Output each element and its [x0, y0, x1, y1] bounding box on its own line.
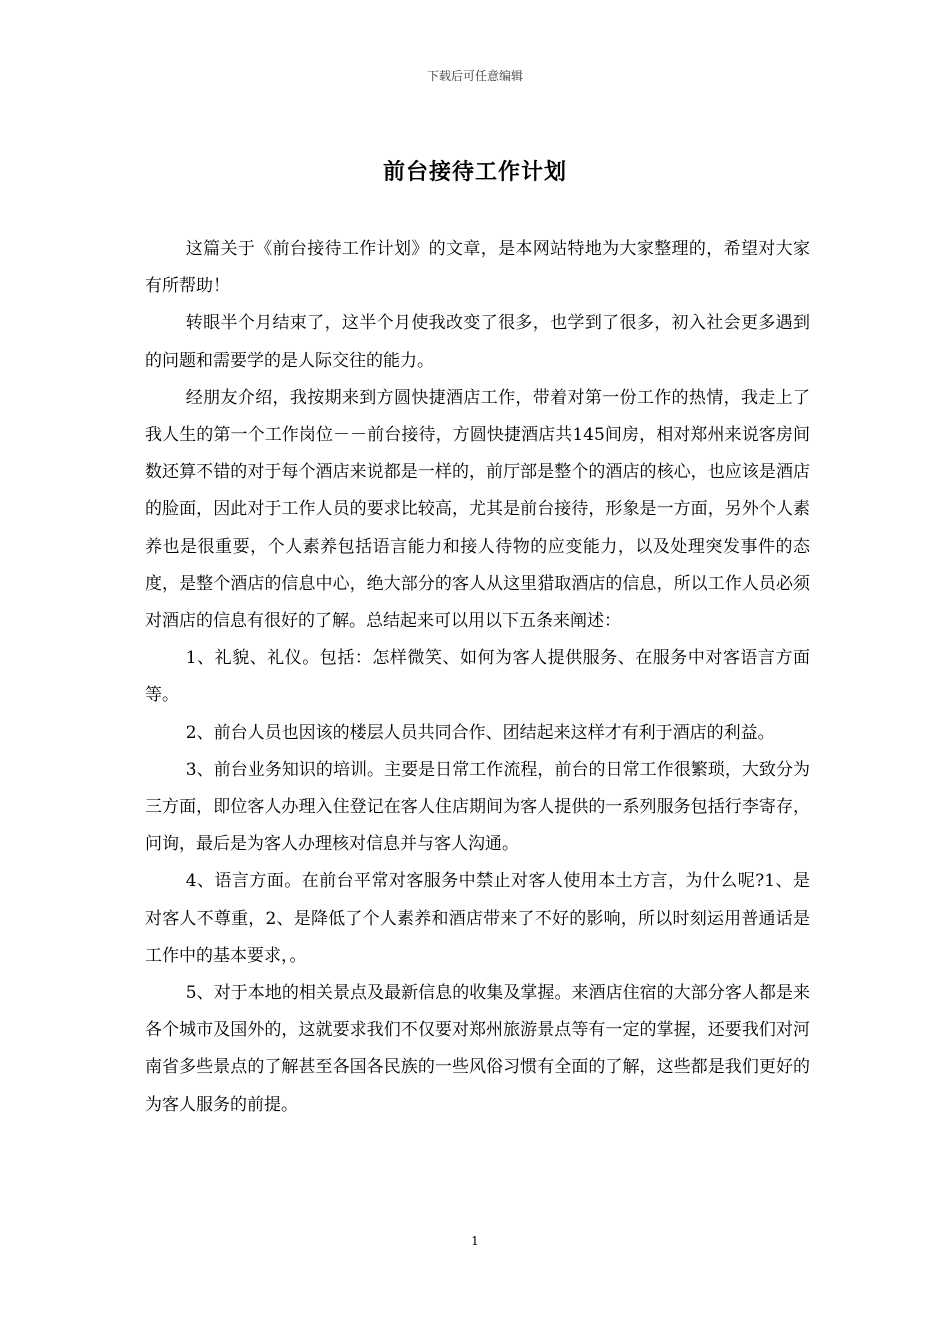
paragraph-point-1: 1、礼貌、礼仪。包括：怎样微笑、如何为客人提供服务、在服务中对客语言方面等。 [145, 648, 810, 706]
paragraph-point-3: 3、前台业务知识的培训。主要是日常工作流程，前台的日常工作很繁琐，大致分为三方面，即位客人办理入住登记在客人住店期间为客人提供的一系列服务包括行李寄存，问询，最后是为客人办理核对信息并与客人沟通。 [145, 759, 810, 855]
paragraph-point-5: 5、对于本地的相关景点及最新信息的收集及掌握。来酒店住宿的大部分客人都是来各个城市及国外的，这就要求我们不仅要对郑州旅游景点等有一定的掌握，还要我们对河南省多些景点的了解甚至各国各民族的一些风俗习惯有全面的了解，这些都是我们更好的为客人服务的前提。 [145, 983, 810, 1115]
paragraph-background: 经朋友介绍，我按期来到方圆快捷酒店工作，带着对第一份工作的热情，我走上了我人生的第一个工作岗位－－前台接待，方圆快捷酒店共145间房，相对郑州来说客房间数还算不错的对于每个酒店来说都是一样的，前厅部是整个的酒店的核心，也应该是酒店的脸面，因此对于工作人员的要求比较高，尤其是前台接待，形象是一方面，另外个人素养也是很重要，个人素养包括语言能力和接人待物的应变能力，以及处理突发事件的态度，是整个酒店的信息中心，绝大部分的客人从这里猎取酒店的信息，所以工作人员必须对酒店的信息有很好的了解。总结起来可以用以下五条来阐述： [145, 387, 810, 632]
document-body [145, 231, 810, 1124]
document-title: 前台接待工作计划 [382, 159, 567, 185]
page-number: 1 [471, 1234, 479, 1248]
paragraph-intro: 这篇关于《前台接待工作计划》的文章，是本网站特地为大家整理的，希望对大家有所帮助！ [145, 239, 810, 297]
paragraph-point-4: 4、语言方面。在前台平常对客服务中禁止对客人使用本土方言，为什么呢?1、是对客人不尊重，2、是降低了个人素养和酒店带来了不好的影响，所以时刻运用普通话是工作中的基本要求，。 [145, 871, 810, 966]
paragraph-point-2: 2、前台人员也因该的楼层人员共同合作、团结起来这样才有利于酒店的利益。 [185, 722, 775, 743]
paragraph-reflection: 转眼半个月结束了，这半个月使我改变了很多，也学到了很多，初入社会更多遇到的问题和需要学的是人际交往的能力。 [145, 313, 810, 371]
header-note: 下载后可任意编辑 [426, 69, 523, 83]
